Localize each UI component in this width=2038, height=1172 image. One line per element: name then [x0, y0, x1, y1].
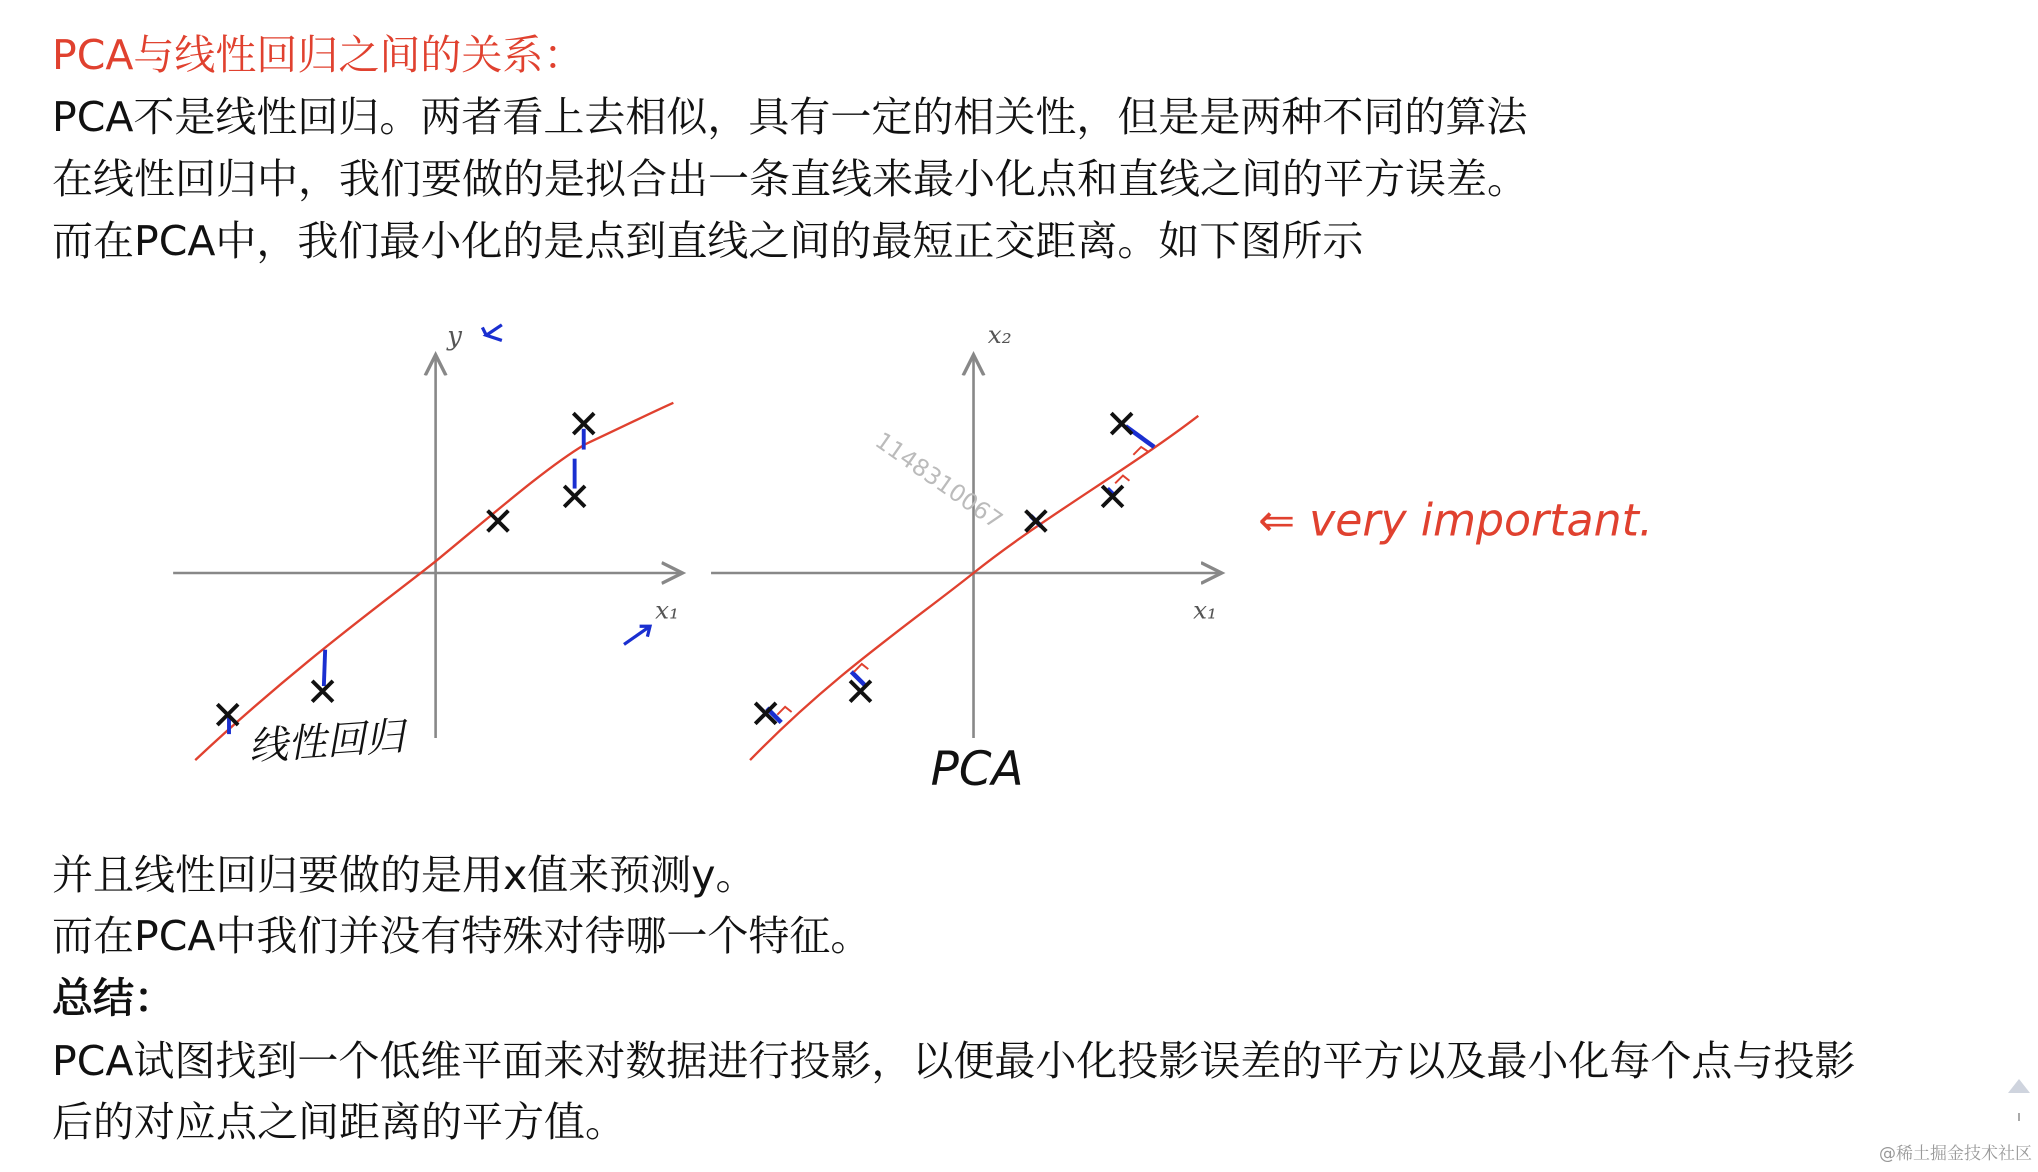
summary-heading: 总结：: [52, 974, 175, 1022]
data-points: [755, 413, 1132, 724]
very-important-annotation: ⇐ very important.: [1258, 495, 1653, 547]
scroll-to-top-button[interactable]: [2004, 1075, 2034, 1135]
data-points: [217, 413, 594, 725]
x-axis-label: x₁: [655, 595, 679, 625]
site-watermark: @稀土掘金技术社区: [1879, 1144, 2032, 1164]
paragraph-line: 并且线性回归要做的是用x值来预测y。: [52, 851, 757, 899]
image-watermark: 1148310067: [870, 426, 1008, 535]
blue-arrow-icon: [482, 325, 501, 341]
paragraph-line: 而在PCA中我们并没有特殊对待哪一个特征。: [52, 912, 872, 960]
x2-axis-label: x₂: [987, 320, 1012, 350]
handwritten-label-linear-regression: 线性回归: [247, 714, 407, 771]
x1-axis-label: x₁: [1193, 595, 1217, 625]
blue-arrow-icon: [624, 626, 650, 644]
paragraph-line: 后的对应点之间距离的平方值。: [52, 1098, 626, 1146]
vertical-error-lines: [229, 429, 584, 734]
orthogonal-error-lines: [767, 426, 1154, 722]
paragraph-line: PCA试图找到一个低维平面来对数据进行投影，以便最小化投影误差的平方以及最小化每个点与投影: [52, 1037, 1856, 1085]
linear-regression-plot: [173, 321, 682, 770]
y-axis-label: y: [447, 321, 462, 352]
paragraph-line: PCA不是线性回归。两者看上去相似，具有一定的相关性，但是是两种不同的算法: [52, 93, 1528, 141]
paragraph-line: 而在PCA中，我们最小化的是点到直线之间的最短正交距离。如下图所示: [52, 217, 1364, 265]
section-title: PCA与线性回归之间的关系：: [52, 31, 585, 79]
pca-plot: [711, 320, 1222, 797]
paragraph-line: 在线性回归中，我们要做的是拟合出一条直线来最小化点和直线之间的平方误差。: [52, 155, 1528, 203]
handwritten-label-pca: PCA: [930, 742, 1024, 797]
triangle-up-icon: [2004, 1075, 2034, 1135]
